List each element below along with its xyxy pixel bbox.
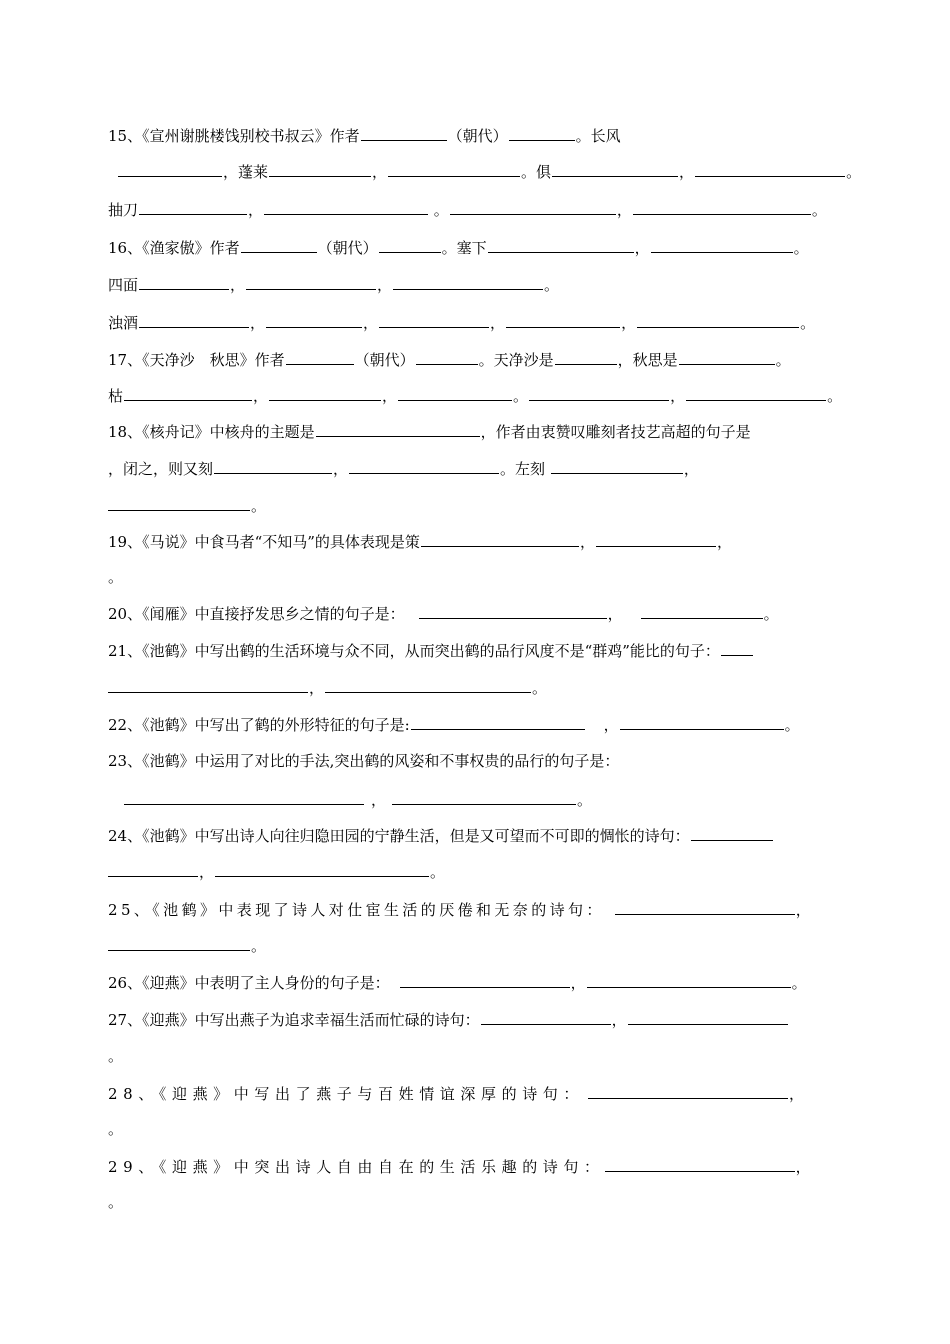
q16-text: 四面 xyxy=(108,276,139,294)
q18-text: 。左刻 xyxy=(500,460,550,478)
q16-blank[interactable] xyxy=(506,309,620,328)
q15-prompt: 15、《宣州谢朓楼饯别校书叔云》作者 xyxy=(108,127,360,145)
q27-line-1 xyxy=(108,1006,850,1032)
q16-line-2 xyxy=(108,271,850,297)
q16-line-3 xyxy=(108,309,850,335)
q20-blank[interactable] xyxy=(641,600,763,619)
q22-line-1 xyxy=(108,711,850,737)
q26-text: 。 xyxy=(791,974,807,992)
q17-blank[interactable] xyxy=(269,382,381,401)
q16-blank[interactable] xyxy=(266,309,362,328)
q20-blank[interactable] xyxy=(419,600,607,619)
q17-text: 。天净沙是 xyxy=(478,351,554,369)
q15-blank[interactable] xyxy=(695,158,845,177)
q21-prompt: 21、《池鹤》中写出鹤的生活环境与众不同，从而突出鹤的品行风度不是“群鸡”能比的句子： xyxy=(108,642,720,660)
q28-line-2 xyxy=(108,1116,850,1142)
q26-blank[interactable] xyxy=(587,969,791,988)
q15-text: 抽刀 xyxy=(108,201,139,219)
q15-blank[interactable] xyxy=(264,196,428,215)
q27-blank[interactable] xyxy=(628,1006,788,1025)
q26-blank[interactable] xyxy=(400,969,570,988)
q29-line-1 xyxy=(108,1153,850,1179)
q17-text: 。 xyxy=(827,387,843,405)
q22-blank[interactable] xyxy=(411,711,585,730)
q17-text: ， xyxy=(253,387,269,405)
q20-prompt: 20、《闻雁》中直接抒发思乡之情的句子是： xyxy=(108,605,405,623)
q17-text: ， xyxy=(382,387,398,405)
q16-blank[interactable] xyxy=(488,234,634,253)
q28-prompt: 28、《迎燕》中写出了燕子与百姓情谊深厚的诗句： xyxy=(108,1085,584,1103)
q19-line-1 xyxy=(108,528,850,554)
q23-line-2 xyxy=(108,786,850,812)
q25-line-1 xyxy=(108,896,850,922)
q24-blank[interactable] xyxy=(215,858,429,877)
q16-text: ， xyxy=(490,314,506,332)
q15-blank[interactable] xyxy=(552,158,678,177)
q21-line-1 xyxy=(108,637,850,663)
q15-blank[interactable] xyxy=(118,158,222,177)
q26-prompt: 26、《迎燕》中表明了主人身份的句子是： xyxy=(108,974,390,992)
q24-text: ， xyxy=(199,863,215,881)
q16-blank[interactable] xyxy=(139,309,249,328)
q18-line-2 xyxy=(108,455,850,481)
q17-dynasty-label: （朝代） xyxy=(354,351,415,369)
q24-text: 。 xyxy=(430,863,446,881)
q16-blank[interactable] xyxy=(637,309,799,328)
q16-blank[interactable] xyxy=(139,271,229,290)
q15-author-blank[interactable] xyxy=(361,122,447,141)
q15-text: ， xyxy=(248,201,264,219)
q23-blank[interactable] xyxy=(392,786,576,805)
q17-blank[interactable] xyxy=(529,382,669,401)
q15-blank[interactable] xyxy=(388,158,520,177)
q21-text: 。 xyxy=(532,679,548,697)
q29-line-2 xyxy=(108,1189,850,1215)
q25-prompt: 25、《池鹤》中表现了诗人对仕宦生活的厌倦和无奈的诗句： xyxy=(108,901,605,919)
q24-line-1 xyxy=(108,822,850,848)
q15-dynasty-blank[interactable] xyxy=(509,122,575,141)
q22-prompt: 22、《池鹤》中写出了鹤的外形特征的句子是: xyxy=(108,716,410,734)
q15-text: 。 xyxy=(846,163,862,181)
q15-text: 。长风 xyxy=(575,127,621,145)
q29-prompt: 29、《迎燕》中突出诗人自由自在的生活乐趣的诗句： xyxy=(108,1158,605,1176)
q23-text: ， xyxy=(371,791,387,809)
q23-text: 。 xyxy=(577,791,593,809)
q15-text: 。 xyxy=(811,201,827,219)
q15-text: ，蓬莱 xyxy=(223,163,269,181)
q22-text: ， xyxy=(603,716,619,734)
q18-text: ，闭之，则又刻 xyxy=(108,460,214,478)
q18-text: ， xyxy=(683,460,699,478)
q15-line-1 xyxy=(108,122,850,148)
q23-prompt: 23、《池鹤》中运用了对比的手法,突出鹤的风姿和不事权贵的品行的句子是： xyxy=(108,752,620,770)
q18-prompt: 18、《核舟记》中核舟的主题是 xyxy=(108,423,315,441)
q19-text: ， xyxy=(579,533,595,551)
q27-prompt: 27、《迎燕》中写出燕子为追求幸福生活而忙碌的诗句： xyxy=(108,1011,480,1029)
q16-blank[interactable] xyxy=(651,234,793,253)
q24-blank[interactable] xyxy=(108,858,198,877)
q27-blank[interactable] xyxy=(481,1006,611,1025)
q16-text: ， xyxy=(363,314,379,332)
q16-text: 浊酒 xyxy=(108,314,139,332)
q16-text: ， xyxy=(621,314,637,332)
q16-dynasty-blank[interactable] xyxy=(379,234,441,253)
q27-text: 。 xyxy=(108,1047,124,1065)
q15-text: 。 xyxy=(429,201,449,219)
q24-blank[interactable] xyxy=(691,822,773,841)
q17-dynasty-blank[interactable] xyxy=(416,346,478,365)
q17-text: 枯 xyxy=(108,387,124,405)
q16-text: ， xyxy=(377,276,393,294)
q20-line-1 xyxy=(108,600,850,626)
q16-text: 。 xyxy=(544,276,560,294)
q18-line-3 xyxy=(108,492,850,518)
q18-text: ， xyxy=(333,460,349,478)
q28-line-1 xyxy=(108,1080,850,1106)
q15-text: ， xyxy=(372,163,388,181)
q17-text: 。 xyxy=(775,351,791,369)
q26-text: ， xyxy=(570,974,586,992)
q21-text: ， xyxy=(309,679,325,697)
q17-text: 。 xyxy=(513,387,529,405)
q25-line-2 xyxy=(108,932,850,958)
q15-blank[interactable] xyxy=(139,196,247,215)
q15-line-2 xyxy=(108,158,862,184)
q29-text: ， xyxy=(795,1158,817,1176)
q16-blank[interactable] xyxy=(246,271,376,290)
q15-text: ， xyxy=(616,201,632,219)
q27-text: ， xyxy=(611,1011,627,1029)
q16-text: ， xyxy=(250,314,266,332)
q28-text: ， xyxy=(789,1085,810,1103)
q16-blank[interactable] xyxy=(393,271,543,290)
q19-blank[interactable] xyxy=(596,528,716,547)
q21-blank[interactable] xyxy=(325,674,531,693)
q17-blank[interactable] xyxy=(555,346,617,365)
q17-blank[interactable] xyxy=(124,382,252,401)
q17-blank[interactable] xyxy=(398,382,512,401)
q25-blank[interactable] xyxy=(615,896,795,915)
q16-text: ， xyxy=(634,239,650,257)
q15-blank[interactable] xyxy=(269,158,371,177)
q29-text: 。 xyxy=(108,1193,124,1211)
q17-line-1 xyxy=(108,346,850,372)
q16-blank[interactable] xyxy=(379,309,489,328)
q25-blank[interactable] xyxy=(108,932,250,951)
q27-line-2 xyxy=(108,1043,850,1069)
q24-prompt: 24、《池鹤》中写出诗人向往归隐田园的宁静生活，但是又可望而不可即的惆怅的诗句： xyxy=(108,827,690,845)
q17-blank[interactable] xyxy=(679,346,775,365)
q19-text: ， xyxy=(716,533,732,551)
q16-text: 。塞下 xyxy=(441,239,487,257)
q17-author-blank[interactable] xyxy=(286,346,354,365)
q15-text: ， xyxy=(679,163,695,181)
q18-blank[interactable] xyxy=(214,455,332,474)
q20-text: ， xyxy=(607,605,623,623)
q16-text: ， xyxy=(230,276,246,294)
q23-line-1 xyxy=(108,748,850,774)
q18-blank[interactable] xyxy=(349,455,499,474)
q18-line-1 xyxy=(108,418,850,444)
q21-blank[interactable] xyxy=(721,637,753,656)
q16-line-1 xyxy=(108,234,850,260)
q18-blank[interactable] xyxy=(108,492,250,511)
q21-blank[interactable] xyxy=(108,674,308,693)
q25-text: ， xyxy=(795,901,815,919)
q24-line-2 xyxy=(108,858,850,884)
q16-text: 。 xyxy=(793,239,809,257)
q15-blank[interactable] xyxy=(450,196,616,215)
q15-line-3 xyxy=(108,196,850,222)
q20-text: 。 xyxy=(763,605,779,623)
q25-text: 。 xyxy=(251,937,267,955)
q22-text: 。 xyxy=(784,716,800,734)
q17-text: ，秋思是 xyxy=(617,351,678,369)
q26-line-1 xyxy=(108,969,850,995)
q19-blank[interactable] xyxy=(421,528,579,547)
q18-text: ，作者由衷赞叹雕刻者技艺高超的句子是 xyxy=(480,423,751,441)
q17-text: ， xyxy=(670,387,686,405)
q29-blank[interactable] xyxy=(605,1153,795,1172)
q19-prompt: 19、《马说》中食马者“不知马”的具体表现是策 xyxy=(108,533,420,551)
q19-line-2 xyxy=(108,564,850,590)
q15-blank[interactable] xyxy=(633,196,811,215)
q16-prompt: 16、《渔家傲》作者 xyxy=(108,239,240,257)
q18-blank[interactable] xyxy=(316,418,480,437)
q15-text: 。俱 xyxy=(521,163,552,181)
q16-dynasty-label: （朝代） xyxy=(317,239,378,257)
q17-blank[interactable] xyxy=(686,382,826,401)
q18-text: 。 xyxy=(251,497,267,515)
q16-text: 。 xyxy=(800,314,816,332)
q18-blank[interactable] xyxy=(551,455,683,474)
q19-text: 。 xyxy=(108,568,124,586)
q16-author-blank[interactable] xyxy=(241,234,317,253)
q28-blank[interactable] xyxy=(588,1080,788,1099)
q28-text: 。 xyxy=(108,1120,124,1138)
q15-dynasty-label: （朝代） xyxy=(447,127,508,145)
q23-blank[interactable] xyxy=(124,786,364,805)
q21-line-2 xyxy=(108,674,850,700)
q17-line-2 xyxy=(108,382,850,408)
q22-blank[interactable] xyxy=(620,711,784,730)
q17-prompt: 17、《天净沙 秋思》作者 xyxy=(108,351,285,369)
